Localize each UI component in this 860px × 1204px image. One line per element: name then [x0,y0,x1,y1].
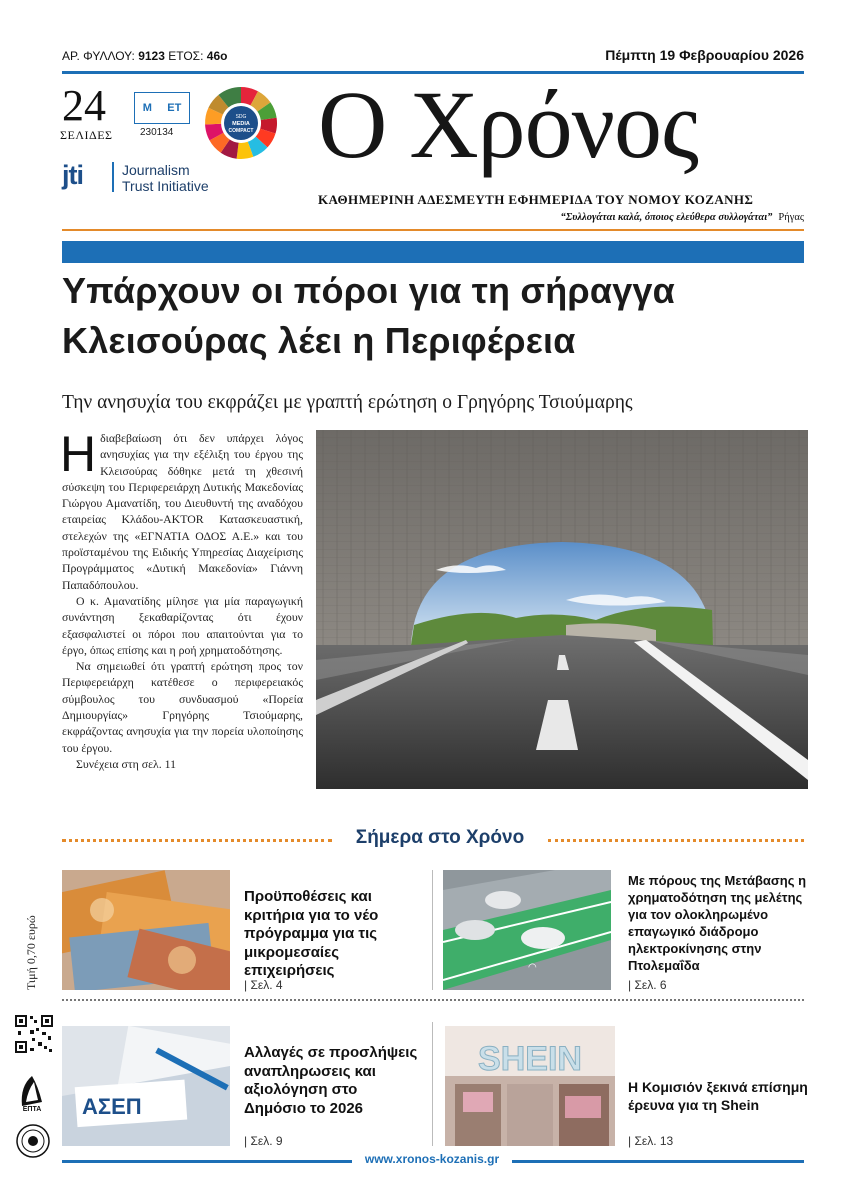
teaser-1-title[interactable]: Προϋποθέσεις και κριτήρια για το νέο πρόγραμμα για τις μικρομεσαίες επιχειρήσεις [244,888,379,979]
teaser-1-image [62,870,230,990]
teaser-3-page[interactable]: | Σελ. 9 [244,1134,283,1148]
article-paragraph-1 [60,426,303,593]
teaser-2-page[interactable]: | Σελ. 6 [628,978,667,992]
epta-logo-label: ΕΠΤΑ [22,1106,42,1112]
jti-text [122,162,209,194]
teaser-column-divider-bottom [432,1022,433,1146]
teaser-4-title[interactable]: Η Κομισιόν ξεκινά επίσημη έρευνα για τη Shein [628,1079,808,1113]
jti-separator [112,162,114,192]
teasers-row-divider [62,999,804,1001]
lead-headline[interactable] [62,266,812,366]
section-dots-left [62,839,332,842]
teaser-3-image [62,1026,230,1146]
teaser-2-image [443,870,611,990]
article-paragraph-2: Ο κ. Αμανατίδης μίλησε για μία παραγωγική συνάντηση ξεκαθαρίζοντας ότι έχουν εξασφαλιστεί οι πόροι που απαιτούνται για το έργο, όπως επίσης και η ροή χρηματοδότησης. [62,593,303,657]
teaser-2-title[interactable]: Με πόρους της Μετάβασης η χρηματοδότηση της μελέτης για τον ολοκληρωμένο επαγωγικό διάδρομο ηλεκτροκίνησης στην Πτολεμαΐδα [628,873,807,973]
jti-line2: Trust Initiative [122,178,209,194]
teaser-column-divider-top [432,870,433,990]
sdg-badge-line1: SDG [235,114,247,120]
section-title: Σήμερα στο Χρόνο [355,827,525,848]
issue-label: ΑΡ. ΦΥΛΛΟΥ: [62,49,135,63]
lead-subhead: Την ανησυχία του εκφράζει με γραπτή ερώτηση ο Γρηγόρης Τσιούμαρης [62,392,633,413]
year-label: ΕΤΟΣ: [168,49,204,63]
met-logo-right: ΕΤ [167,102,182,114]
lead-article-body [60,426,303,772]
teaser-3-title[interactable]: Αλλαγές σε προσλήψεις αναπληρωσεις και αξιολόγηση στο Δημόσιο το 2026 [244,1044,418,1117]
met-code: 230134 [140,127,174,138]
jti-logo: jti [62,160,83,190]
qr-code-icon[interactable] [14,1014,54,1054]
teaser-4-image-label: SHEIN [478,1040,582,1078]
teaser-4-image [445,1026,615,1146]
masthead-divider [62,229,804,231]
masthead-title: Ο Χρόνος [318,71,698,178]
issue-info [62,49,227,63]
teaser-4-page[interactable]: | Σελ. 13 [628,1134,674,1148]
issue-number: 9123 [138,49,165,63]
svg-text:◠: ◠ [528,962,537,973]
section-dots-right [548,839,804,842]
motto-quote: “Συλλογάται καλά, όποιος ελεύθερα συλλογάται” [560,212,773,223]
price-text: Τιμή 0,70 ευρώ [24,915,38,990]
met-logo [134,92,190,124]
masthead-motto [561,212,805,223]
lead-color-band [62,241,804,263]
article-dropcap: Η [60,426,97,482]
article-paragraph-3: Να σημειωθεί ότι γραπτή ερώτηση προς τον Περιφερειάρχη κατέθεσε ο περιφερειακός σύμβουλος του συνδυασμού «Πορεία Δημιουργίας» Γρηγόρης Τσιούμαρης, εκφράζοντας ανησυχία για την πορεία υλοποίησης του έργου. [62,659,303,755]
epta-logo [16,1072,48,1112]
association-seal-icon [16,1124,50,1158]
page-count-label: ΣΕΛΙΔΕΣ [60,128,113,142]
footer-rule-right [512,1160,804,1163]
page-count: 24 [62,81,106,130]
issue-date: Πέμπτη 19 Φεβρουαρίου 2026 [605,47,804,63]
article-paragraph-1-text: διαβεβαίωση ότι δεν υπάρχει λόγος ανησυχίας για την εξέλιξη του έργου της Κλεισούρας δόθηκε μετά τη χθεσινή σύσκεψη του Περιφερειάρχη Δυτικής Μακεδονίας Γιώργου Αμανατίδη, του Διευθυντή της αναδόχου εταιρείας Κλάδου-AKTOR Κατασκευαστική, στελεχών της «ΕΓΝΑΤΙΑ ΟΔΟΣ Α.Ε.» και του προϊσταμένου της Ειδικής Υπηρεσίας Διαχείρισης Προγράμματος «Δυτική Μακεδονία» Γιάννη Παπαδόπουλου. [62,431,303,592]
sdg-media-compact-logo [204,86,278,160]
jti-line1: Journalism [122,162,190,178]
lead-headline-line1: Υπάρχουν οι πόροι για τη σήραγγα [62,270,675,311]
teaser-1-page[interactable]: | Σελ. 4 [244,978,283,992]
motto-author: Ρήγας [778,212,804,223]
tunnel-photo [316,430,808,789]
price-label [24,870,38,990]
year-value: 46ο [206,49,228,63]
article-continued[interactable]: Συνέχεια στη σελ. 11 [76,756,176,771]
website-link[interactable]: www.xronos-kozanis.gr [364,1152,500,1166]
lead-headline-line2: Κλεισούρας λέει η Περιφέρεια [62,320,576,361]
sdg-badge-line2: MEDIA [232,121,250,127]
met-logo-left: Μ [142,102,152,114]
masthead-tagline: ΚΑΘΗΜΕΡΙΝΗ ΑΔΕΣΜΕΥΤΗ ΕΦΗΜΕΡΙΔΑ ΤΟΥ ΝΟΜΟΥ ΚΟΖΑΝΗΣ [318,192,754,207]
footer-rule-left [62,1160,352,1163]
teaser-3-image-label: ΑΣΕΠ [82,1094,142,1119]
sdg-badge-line3: COMPACT [228,128,254,134]
